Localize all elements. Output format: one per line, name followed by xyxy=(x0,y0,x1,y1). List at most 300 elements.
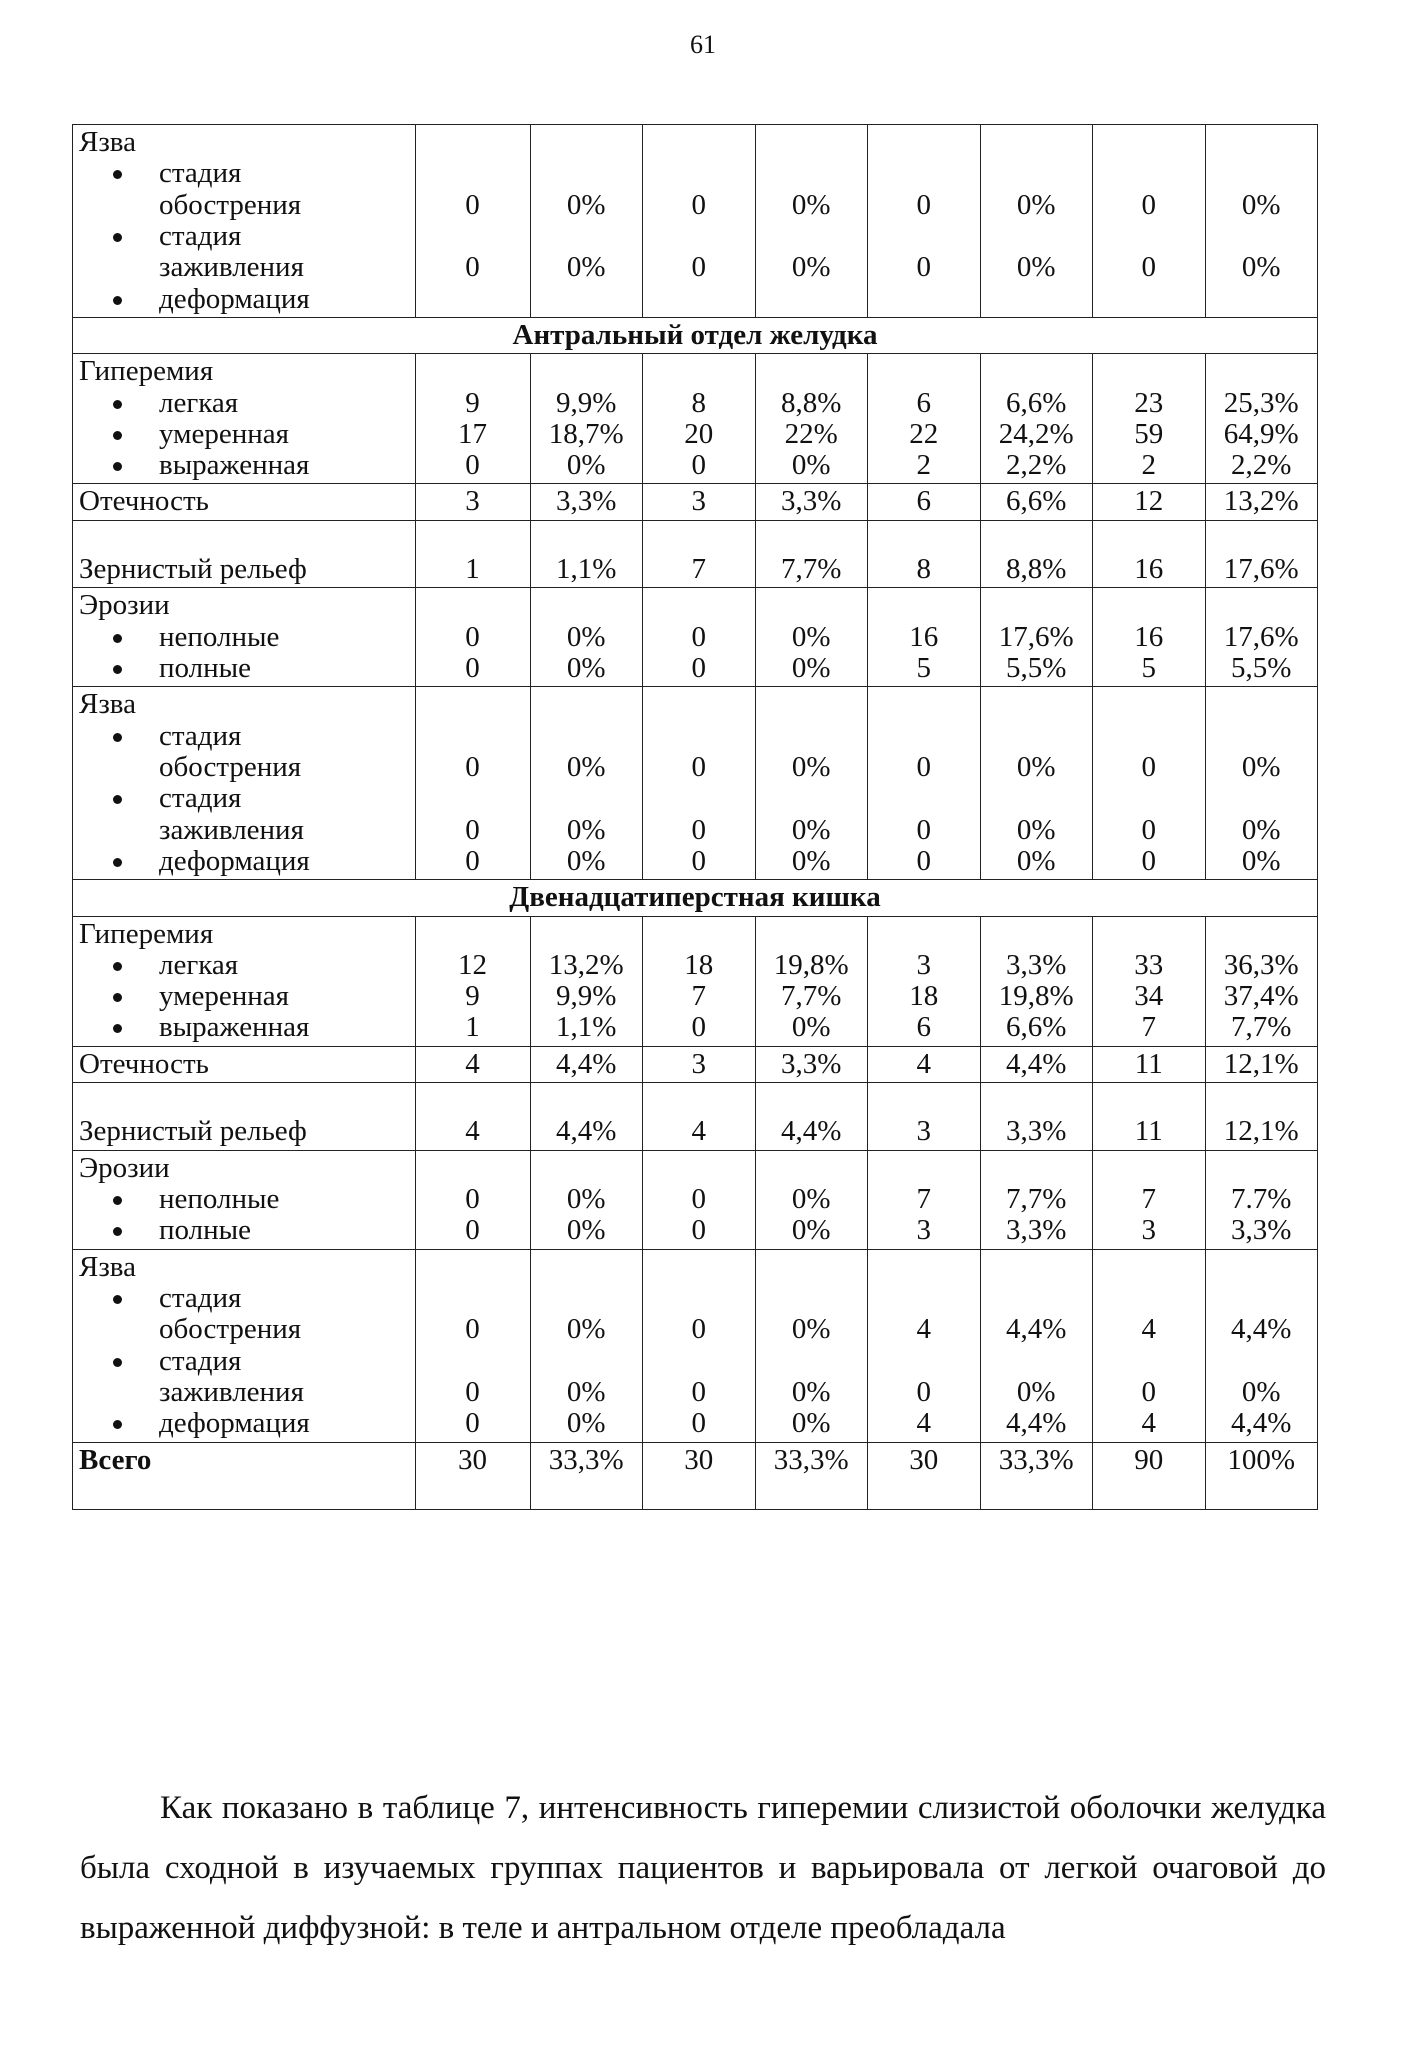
value-cell xyxy=(530,354,643,484)
cell-value: 0 xyxy=(1141,844,1156,877)
cell-value: 7,7% xyxy=(1231,1011,1292,1044)
cell-value: 25,3% xyxy=(1223,386,1299,419)
cell-value: 3 xyxy=(916,948,931,981)
cell-value: 0 xyxy=(691,1011,706,1044)
cell-value: 7 xyxy=(1141,1183,1156,1215)
table-row xyxy=(73,916,1318,1046)
cell-value: 22 xyxy=(909,417,939,450)
cell-value: 0% xyxy=(566,449,606,482)
value-cell xyxy=(980,916,1093,1046)
cell-value: 0 xyxy=(465,1407,480,1440)
cell-value: 0 xyxy=(465,1375,480,1408)
cell-value xyxy=(649,1085,749,1116)
cell-value xyxy=(1099,1346,1199,1377)
cell-value xyxy=(987,721,1087,752)
value-cell xyxy=(415,125,530,318)
cell-value xyxy=(1099,1252,1199,1283)
cell-value: 0% xyxy=(566,188,606,221)
cell-value: 3,3% xyxy=(556,485,617,518)
value-cell xyxy=(755,687,868,880)
row-label: Язва стадия обострения стадия заживления деформация xyxy=(73,125,416,318)
cell-value: 0% xyxy=(1016,750,1056,783)
value-cell xyxy=(415,687,530,880)
cell-value: 3 xyxy=(465,485,480,518)
value-cell xyxy=(755,484,868,520)
cell-value xyxy=(874,1346,974,1377)
section-header: Антральный отдел желудка xyxy=(73,317,1318,353)
value-cell xyxy=(415,484,530,520)
cell-value: 4,4% xyxy=(556,1047,617,1080)
findings-table xyxy=(72,124,1318,1510)
cell-value xyxy=(537,590,637,621)
cell-value xyxy=(422,356,524,387)
table-row xyxy=(73,1442,1318,1510)
value-cell xyxy=(868,1249,981,1442)
cell-value xyxy=(1212,783,1312,814)
cell-value xyxy=(422,1252,524,1283)
cell-value: 0 xyxy=(465,844,480,877)
value-cell xyxy=(530,1046,643,1082)
cell-value: 0% xyxy=(566,652,606,684)
cell-value xyxy=(537,689,637,720)
cell-value xyxy=(649,1346,749,1377)
cell-value: 8 xyxy=(916,553,931,586)
cell-value xyxy=(762,721,862,752)
cell-value: 24,2% xyxy=(998,417,1074,450)
value-cell xyxy=(980,1046,1093,1082)
cell-value: 0 xyxy=(691,449,706,482)
cell-value xyxy=(1099,919,1199,950)
cell-value: 17 xyxy=(458,417,487,450)
cell-value: 7,7% xyxy=(781,980,842,1013)
cell-value xyxy=(649,356,749,387)
cell-value xyxy=(649,158,749,189)
cell-value: 0 xyxy=(1141,813,1156,846)
value-cell xyxy=(1093,1442,1206,1510)
cell-value xyxy=(649,523,749,554)
cell-value: 33 xyxy=(1134,948,1164,981)
value-cell xyxy=(1093,916,1206,1046)
value-cell xyxy=(530,916,643,1046)
cell-value: 9,9% xyxy=(556,386,617,419)
cell-value: 0% xyxy=(566,251,606,284)
table-row xyxy=(73,588,1318,687)
cell-value: 20 xyxy=(684,417,714,450)
cell-value xyxy=(874,356,974,387)
value-cell xyxy=(868,916,981,1046)
cell-value xyxy=(874,284,974,315)
cell-value: 1,1% xyxy=(556,1011,617,1044)
value-cell xyxy=(755,1249,868,1442)
row-label: Язва стадия обострения стадия заживления деформация xyxy=(73,687,416,880)
cell-value: 0% xyxy=(1241,188,1281,221)
cell-value xyxy=(1099,721,1199,752)
value-cell xyxy=(1205,484,1318,520)
cell-value: 0% xyxy=(791,652,831,684)
cell-value xyxy=(422,1153,524,1184)
cell-value xyxy=(649,127,749,158)
cell-value: 4,4% xyxy=(781,1115,842,1148)
cell-value: 8,8% xyxy=(1006,553,1067,586)
cell-value: 0 xyxy=(465,1183,480,1215)
cell-value: 0 xyxy=(691,1407,706,1440)
value-cell xyxy=(755,1046,868,1082)
cell-value: 4,4% xyxy=(1231,1407,1292,1440)
cell-value xyxy=(537,721,637,752)
cell-value xyxy=(874,523,974,554)
cell-value xyxy=(1099,221,1199,252)
cell-value: 5 xyxy=(1141,652,1156,684)
cell-value: 12,1% xyxy=(1223,1047,1299,1080)
value-cell xyxy=(868,1083,981,1151)
value-cell xyxy=(980,588,1093,687)
cell-value: 12 xyxy=(1134,485,1164,518)
cell-value: 2 xyxy=(1141,449,1156,482)
cell-value xyxy=(987,356,1087,387)
cell-value: 0% xyxy=(566,1183,606,1215)
cell-value xyxy=(762,356,862,387)
cell-value xyxy=(762,523,862,554)
cell-value xyxy=(762,1252,862,1283)
cell-value xyxy=(1212,284,1312,315)
table-body xyxy=(73,125,1318,1510)
cell-value xyxy=(1099,1085,1199,1116)
cell-value: 7,7% xyxy=(1006,1183,1067,1215)
row-label: Язва стадия обострения стадия заживления деформация xyxy=(73,1249,416,1442)
cell-value: 0% xyxy=(1241,813,1281,846)
cell-value: 0% xyxy=(791,844,831,877)
value-cell xyxy=(755,1083,868,1151)
value-cell xyxy=(415,1249,530,1442)
value-cell xyxy=(1093,1046,1206,1082)
cell-value xyxy=(537,1085,637,1116)
cell-value: 17,6% xyxy=(1223,553,1299,586)
value-cell xyxy=(1205,588,1318,687)
row-label: Отечность xyxy=(73,484,416,520)
cell-value: 0 xyxy=(1141,750,1156,783)
cell-value: 3,3% xyxy=(1006,948,1067,981)
cell-value: 9 xyxy=(465,980,480,1013)
cell-value xyxy=(874,1085,974,1116)
value-cell xyxy=(755,1442,868,1510)
cell-value: 0 xyxy=(691,813,706,846)
cell-value xyxy=(422,1085,524,1116)
cell-value: 9 xyxy=(465,386,480,419)
cell-value xyxy=(649,1283,749,1314)
cell-value xyxy=(1212,721,1312,752)
cell-value: 7 xyxy=(691,553,706,586)
value-cell xyxy=(1093,1150,1206,1249)
cell-value: 6,6% xyxy=(1006,485,1067,518)
cell-value: 0% xyxy=(566,1407,606,1440)
value-cell xyxy=(415,1046,530,1082)
cell-value xyxy=(1212,221,1312,252)
cell-value xyxy=(422,1283,524,1314)
cell-value xyxy=(537,221,637,252)
cell-value xyxy=(1099,783,1199,814)
value-cell xyxy=(1205,1442,1318,1510)
value-cell xyxy=(643,588,756,687)
value-cell xyxy=(530,687,643,880)
cell-value: 7 xyxy=(691,980,706,1013)
value-cell xyxy=(1093,1083,1206,1151)
cell-value: 12,1% xyxy=(1223,1115,1299,1148)
cell-value: 0% xyxy=(1241,251,1281,284)
cell-value xyxy=(874,127,974,158)
table-row xyxy=(73,354,1318,484)
cell-value: 11 xyxy=(1134,1047,1163,1080)
cell-value xyxy=(762,284,862,315)
value-cell xyxy=(980,484,1093,520)
cell-value xyxy=(649,590,749,621)
value-cell xyxy=(643,1150,756,1249)
cell-value xyxy=(1212,689,1312,720)
cell-value: 6 xyxy=(916,386,931,419)
value-cell xyxy=(415,520,530,588)
cell-value: 1 xyxy=(465,1011,480,1044)
cell-value xyxy=(987,284,1087,315)
cell-value: 0% xyxy=(566,750,606,783)
value-cell xyxy=(1093,520,1206,588)
cell-value xyxy=(762,689,862,720)
cell-value: 0% xyxy=(1016,251,1056,284)
cell-value: 0 xyxy=(1141,1375,1156,1408)
value-cell xyxy=(755,916,868,1046)
cell-value: 4,4% xyxy=(1231,1313,1292,1346)
cell-value: 0% xyxy=(1241,750,1281,783)
value-cell xyxy=(530,1083,643,1151)
cell-value xyxy=(422,689,524,720)
cell-value: 1 xyxy=(465,553,480,586)
cell-value: 0 xyxy=(916,844,931,877)
value-cell xyxy=(643,1083,756,1151)
value-cell xyxy=(1205,520,1318,588)
value-cell xyxy=(980,520,1093,588)
cell-value: 6 xyxy=(916,485,931,518)
page-number: 61 xyxy=(690,30,716,59)
cell-value xyxy=(1212,1252,1312,1283)
value-cell xyxy=(1205,1150,1318,1249)
cell-value xyxy=(422,919,524,950)
value-cell xyxy=(1093,588,1206,687)
table-row xyxy=(73,880,1318,916)
cell-value: 0% xyxy=(791,449,831,482)
cell-value: 4 xyxy=(691,1115,706,1148)
value-cell xyxy=(755,125,868,318)
cell-value xyxy=(987,1252,1087,1283)
table-row xyxy=(73,1150,1318,1249)
value-cell xyxy=(530,125,643,318)
value-cell xyxy=(415,1083,530,1151)
cell-value: 19,8% xyxy=(773,948,849,981)
cell-value: 3,3% xyxy=(781,1047,842,1080)
cell-value xyxy=(874,919,974,950)
cell-value: 3 xyxy=(916,1115,931,1148)
cell-value xyxy=(537,127,637,158)
cell-value xyxy=(762,221,862,252)
value-cell xyxy=(643,520,756,588)
cell-value: 0% xyxy=(791,813,831,846)
cell-value: 0 xyxy=(691,1214,706,1247)
cell-value: 7.7% xyxy=(1231,1183,1292,1215)
cell-value: 4 xyxy=(465,1115,480,1148)
value-cell xyxy=(868,588,981,687)
cell-value xyxy=(987,1085,1087,1116)
cell-value xyxy=(987,783,1087,814)
value-cell xyxy=(530,588,643,687)
value-cell xyxy=(868,1150,981,1249)
cell-value xyxy=(874,1153,974,1184)
value-cell xyxy=(1093,354,1206,484)
cell-value xyxy=(874,783,974,814)
value-cell xyxy=(980,1249,1093,1442)
cell-value: 4,4% xyxy=(1006,1407,1067,1440)
cell-value: 2,2% xyxy=(1231,449,1292,482)
cell-value: 30 xyxy=(684,1443,714,1476)
value-cell xyxy=(415,1150,530,1249)
cell-value xyxy=(1212,523,1312,554)
cell-value xyxy=(1212,127,1312,158)
value-cell xyxy=(643,484,756,520)
cell-value: 3,3% xyxy=(1231,1214,1292,1247)
value-cell xyxy=(1205,1083,1318,1151)
cell-value xyxy=(537,1283,637,1314)
cell-value xyxy=(649,1252,749,1283)
cell-value: 33,3% xyxy=(773,1443,849,1476)
cell-value: 4,4% xyxy=(1006,1047,1067,1080)
cell-value: 0 xyxy=(465,813,480,846)
cell-value: 19,8% xyxy=(998,980,1074,1013)
cell-value xyxy=(1212,590,1312,621)
cell-value xyxy=(649,919,749,950)
value-cell xyxy=(980,1442,1093,1510)
cell-value: 6,6% xyxy=(1006,386,1067,419)
cell-value: 18 xyxy=(684,948,714,981)
value-cell xyxy=(868,1442,981,1510)
value-cell xyxy=(980,125,1093,318)
cell-value xyxy=(422,721,524,752)
row-label: Эрозии неполные полные xyxy=(73,1150,416,1249)
cell-value: 0 xyxy=(916,251,931,284)
cell-value xyxy=(987,1153,1087,1184)
cell-value xyxy=(537,523,637,554)
value-cell xyxy=(1093,484,1206,520)
value-cell xyxy=(415,1442,530,1510)
cell-value: 0% xyxy=(566,1214,606,1247)
cell-value: 2 xyxy=(916,449,931,482)
table-row xyxy=(73,1083,1318,1151)
value-cell xyxy=(643,916,756,1046)
cell-value: 5,5% xyxy=(1231,652,1292,684)
cell-value xyxy=(762,127,862,158)
cell-value xyxy=(987,689,1087,720)
value-cell xyxy=(1205,916,1318,1046)
row-label: Зернистый рельеф xyxy=(73,1083,416,1151)
cell-value xyxy=(762,1346,862,1377)
cell-value xyxy=(874,1283,974,1314)
cell-value: 0% xyxy=(791,1011,831,1044)
cell-value: 17,6% xyxy=(998,620,1074,653)
value-cell xyxy=(868,520,981,588)
value-cell xyxy=(980,1150,1093,1249)
value-cell xyxy=(415,354,530,484)
cell-value: 3,3% xyxy=(781,485,842,518)
cell-value: 11 xyxy=(1134,1115,1163,1148)
value-cell xyxy=(755,1150,868,1249)
cell-value: 17,6% xyxy=(1223,620,1299,653)
cell-value xyxy=(987,158,1087,189)
cell-value: 34 xyxy=(1134,980,1164,1013)
cell-value: 0% xyxy=(1241,844,1281,877)
cell-value xyxy=(422,590,524,621)
row-label: Зернистый рельеф xyxy=(73,520,416,588)
cell-value: 0 xyxy=(691,750,706,783)
cell-value xyxy=(1099,127,1199,158)
cell-value xyxy=(422,1346,524,1377)
cell-value: 100% xyxy=(1227,1443,1296,1476)
cell-value xyxy=(649,1153,749,1184)
cell-value: 0% xyxy=(791,1313,831,1346)
table-row xyxy=(73,520,1318,588)
cell-value: 3 xyxy=(691,485,706,518)
value-cell xyxy=(415,916,530,1046)
cell-value xyxy=(537,919,637,950)
value-cell xyxy=(530,484,643,520)
cell-value: 16 xyxy=(909,620,939,653)
cell-value: 0% xyxy=(791,251,831,284)
cell-value: 0 xyxy=(465,750,480,783)
cell-value: 0% xyxy=(1016,813,1056,846)
cell-value xyxy=(762,1283,862,1314)
cell-value: 23 xyxy=(1134,386,1164,419)
cell-value: 33,3% xyxy=(998,1443,1074,1476)
table-row xyxy=(73,125,1318,318)
value-cell xyxy=(1093,125,1206,318)
cell-value: 5,5% xyxy=(1006,652,1067,684)
cell-value: 0% xyxy=(566,1313,606,1346)
cell-value xyxy=(1099,158,1199,189)
value-cell xyxy=(530,1249,643,1442)
value-cell xyxy=(868,354,981,484)
cell-value: 0 xyxy=(691,1313,706,1346)
cell-value: 33,3% xyxy=(548,1443,624,1476)
cell-value: 0 xyxy=(1141,188,1156,221)
value-cell xyxy=(1205,125,1318,318)
cell-value xyxy=(537,356,637,387)
cell-value: 4,4% xyxy=(556,1115,617,1148)
cell-value: 22% xyxy=(784,417,838,450)
cell-value: 0% xyxy=(791,620,831,653)
value-cell xyxy=(980,354,1093,484)
cell-value: 0% xyxy=(566,620,606,653)
cell-value: 0 xyxy=(691,844,706,877)
cell-value: 0% xyxy=(566,813,606,846)
cell-value: 0 xyxy=(465,620,480,653)
cell-value xyxy=(422,783,524,814)
cell-value: 30 xyxy=(909,1443,939,1476)
cell-value: 0 xyxy=(465,251,480,284)
cell-value: 5 xyxy=(916,652,931,684)
value-cell xyxy=(643,125,756,318)
cell-value: 8,8% xyxy=(781,386,842,419)
cell-value xyxy=(537,783,637,814)
cell-value xyxy=(537,158,637,189)
cell-value: 2,2% xyxy=(1006,449,1067,482)
cell-value: 64,9% xyxy=(1223,417,1299,450)
cell-value xyxy=(874,158,974,189)
value-cell xyxy=(1093,687,1206,880)
cell-value xyxy=(762,783,862,814)
